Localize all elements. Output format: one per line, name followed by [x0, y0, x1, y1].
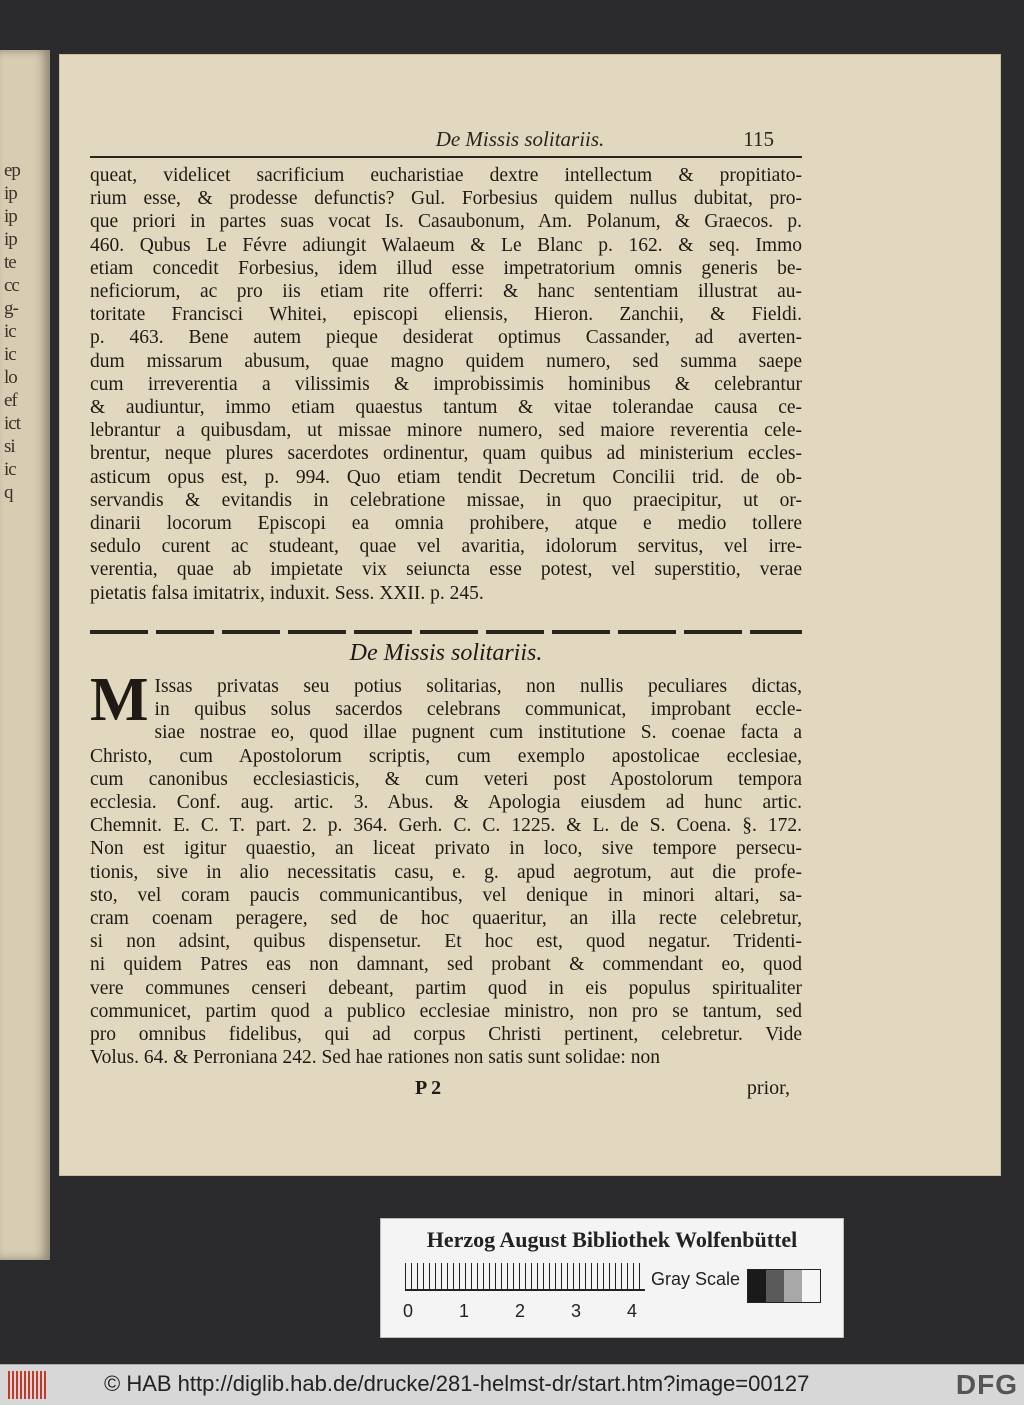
- paragraph-1: [90, 164, 802, 605]
- text-line: & audiuntur, immo etiam quaestus tantum & vitae tolerandae causa ce-: [90, 397, 802, 419]
- gray-swatch: [748, 1270, 766, 1302]
- text-line: vere communes censeri debeant, partim quod in eis populus spiritualiter: [90, 977, 802, 999]
- barcode-icon: [8, 1371, 48, 1399]
- footer-url[interactable]: © HAB http://diglib.hab.de/drucke/281-helmst-dr/start.htm?image=00127: [104, 1371, 810, 1396]
- text-line: tionis, sive in alio necessitatis casu, e. g. apud aegrotum, aut die profe-: [90, 861, 802, 883]
- margin-fragment: ict: [4, 413, 20, 434]
- margin-fragment: ep: [4, 160, 20, 181]
- text-line: cram coenam peragere, sed de hoc quaeritur, an illa recte celebretur,: [90, 908, 802, 930]
- dfg-logo: DFG: [955, 1369, 1018, 1400]
- text-line: p. 463. Bene autem pieque desiderat optimus Cassander, ad averten-: [90, 327, 802, 349]
- margin-fragment: ip: [4, 229, 17, 250]
- page-number: 115: [743, 127, 774, 151]
- text-line: si non adsint, quibus dispensetur. Et hoc est, quod negatur. Tridenti-: [90, 931, 802, 953]
- text-line: verentia, quae ab impietate vix seiuncta esse potest, vel superstitio, verae: [90, 559, 802, 581]
- text-line: in quibus solus sacerdos celebrans communicat, improbant eccle-: [154, 699, 802, 721]
- text-line: dum missarum abusum, quae magno quidem numero, sed summa saepe: [90, 350, 802, 372]
- viewer-footer: [0, 1364, 1024, 1405]
- text-line: Christo, cum Apostolorum scriptis, cum exemplo apostolicae ecclesiae,: [90, 745, 802, 767]
- margin-fragment: ic: [4, 321, 16, 342]
- text-line: que priori in partes suas vocat Is. Casaubonum, Am. Polanum, & Graecos. p.: [90, 211, 802, 233]
- margin-fragment: te: [4, 252, 16, 273]
- margin-fragment: g-: [4, 298, 18, 319]
- ruler-label: 0: [403, 1301, 414, 1321]
- ruler-label: 3: [571, 1301, 582, 1321]
- section-separator: [90, 630, 802, 634]
- text-line: Volus. 64. & Perroniana 242. Sed hae rationes non satis sunt solidae: non: [90, 1047, 660, 1069]
- text-line: brentur, neque plures sacerdotes ordinentur, quam quibus ad ministerium eccles-: [90, 443, 802, 465]
- ruler-label: 1: [459, 1301, 470, 1321]
- paragraph-2: [90, 666, 802, 1069]
- margin-fragment: ef: [4, 390, 17, 411]
- text-line: pro omnibus fidelibus, qui ad corpus Christi pertinent, celebretur. Vide: [90, 1024, 802, 1046]
- library-name: Herzog August Bibliothek Wolfenbüttel: [426, 1227, 798, 1252]
- text-line: dinarii locorum Episcopi ea omnia prohibere, atque e medio tollere: [90, 513, 802, 535]
- text-line: cum irreverentia a vilissimis & improbissimis hominibus & celebrantur: [90, 373, 802, 395]
- text-line: queat, videlicet sacrificium eucharistiae dextre intellectum & propitiato-: [90, 165, 802, 186]
- text-line: lebrantur a quibusdam, ut missae minore numero, sed maiore reverentia cele-: [90, 420, 802, 442]
- running-head: De Missis solitariis.: [435, 127, 605, 151]
- ruler-label: 2: [515, 1301, 526, 1321]
- gray-scale-swatches: [747, 1269, 821, 1303]
- margin-fragment: si: [4, 436, 15, 457]
- text-line: asticum opus est, p. 994. Quo etiam tendit Decretum Concilii trid. de ob-: [90, 466, 802, 488]
- text-line: Chemnit. E. C. T. part. 2. p. 364. Gerh. C. C. 1225. & L. de S. Coena. §. 172.: [90, 815, 802, 837]
- text-line: Non est igitur quaestio, an liceat privato in loco, sive tempore persecu-: [90, 838, 802, 860]
- catchword: prior,: [746, 1077, 790, 1099]
- gray-swatch: [802, 1270, 820, 1302]
- text-line: Issas privatas seu potius solitarias, non nullis peculiares dictas,: [154, 676, 802, 697]
- margin-fragment: ic: [4, 344, 16, 365]
- text-line: ecclesia. Conf. aug. artic. 3. Abus. & Apologia eiusdem ad hunc artic.: [90, 792, 802, 814]
- text-line: neficiorum, ac pro iis etiam rite offerri: & hanc sententiam illustrat au-: [90, 281, 802, 303]
- section-title: De Missis solitariis.: [349, 640, 543, 666]
- text-line: sto, vel coram paucis communicantibus, vel denique in minori altari, sa-: [90, 884, 802, 906]
- signature-mark: P 2: [415, 1077, 442, 1099]
- ruler-label: 4: [627, 1301, 638, 1321]
- text-line: sedulo curent ac studeant, quae vel avaritia, idolorum servitus, vel irre-: [90, 536, 802, 558]
- margin-fragment: q: [4, 482, 13, 503]
- text-line: siae nostrae eo, quod illae pugnent cum institutione S. coenae facta a: [154, 722, 802, 744]
- margin-fragment: cc: [4, 275, 19, 296]
- facing-page-edge: [0, 50, 50, 1260]
- text-line: communicet, partim quod a publico ecclesiae ministro, non pro se tantum, sed: [90, 1000, 802, 1022]
- margin-fragment: ip: [4, 183, 17, 204]
- scale-ruler: [405, 1263, 645, 1291]
- text-line: etiam concedit Forbesius, idem illud esse impetratorium omnis generis be-: [90, 257, 802, 279]
- text-line: servandis & evitandis in celebratione missae, in quo praecipitur, ut or-: [90, 489, 802, 511]
- gray-swatch: [766, 1270, 784, 1302]
- text-line: rium esse, & prodesse defunctis? Gul. Forbesius quidem nullus dubitat, pro-: [90, 188, 802, 210]
- margin-fragment: lo: [4, 367, 17, 388]
- text-line: ni quidem Patres eas non damnant, sed probant & commendant eo, quod: [90, 954, 802, 976]
- margin-fragment: ip: [4, 206, 17, 227]
- margin-fragment: ic: [4, 459, 16, 480]
- gray-swatch: [784, 1270, 802, 1302]
- drop-capital: M: [90, 666, 149, 734]
- book-page: [60, 55, 1000, 1175]
- text-line: cum canonibus ecclesiasticis, & cum veteri post Apostolorum tempora: [90, 768, 802, 790]
- text-line: toritate Francisci Whitei, episcopi eliensis, Hieron. Zanchii, & Fieldi.: [90, 304, 802, 326]
- gray-scale-label: Gray Scale: [651, 1269, 741, 1289]
- header-rule: [90, 156, 802, 158]
- text-line: 460. Qubus Le Févre adiungit Walaeum & Le Blanc p. 162. & seq. Immo: [90, 234, 802, 256]
- text-line: pietatis falsa imitatrix, induxit. Sess. XXII. p. 245.: [90, 582, 484, 604]
- color-calibration-bar: [380, 1218, 844, 1338]
